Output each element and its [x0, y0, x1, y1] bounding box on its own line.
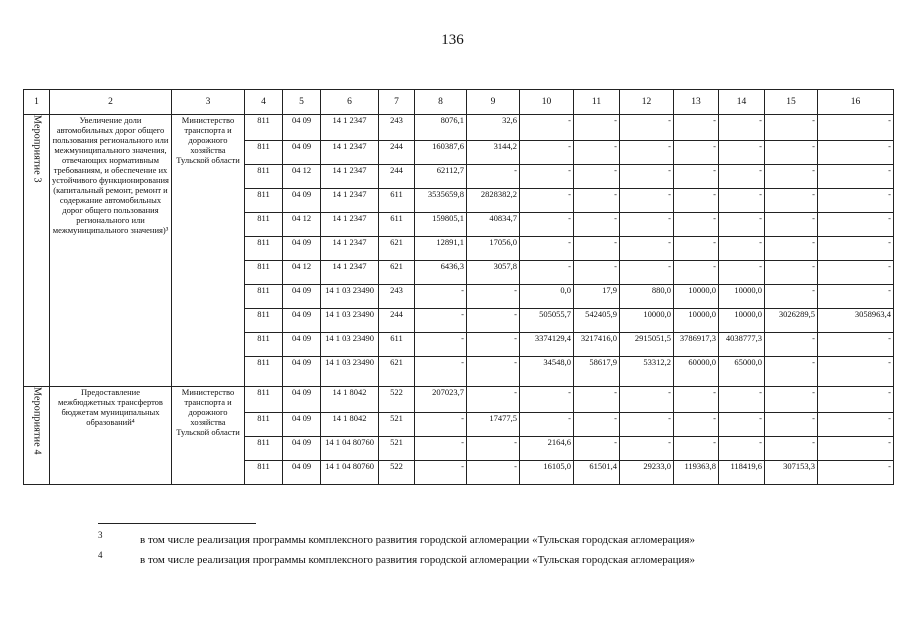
table-cell: - [467, 357, 520, 387]
table-cell: - [719, 141, 765, 165]
table-cell: - [520, 237, 574, 261]
table-cell: 522 [379, 461, 415, 485]
table-cell: 04 09 [283, 357, 321, 387]
table-cell: 53312,2 [620, 357, 674, 387]
table-cell: - [818, 213, 894, 237]
event-description: Предоставление межбюджетных трансфертов бюджетам муниципальных образований⁴ [50, 387, 172, 485]
table-cell: 3026289,5 [765, 309, 818, 333]
table-cell: - [620, 165, 674, 189]
table-cell: 10000,0 [719, 285, 765, 309]
footnote-text: в том числе реализация программы комплексного развития городской агломерации «Тульская городская агломерация» [140, 534, 695, 546]
table-cell: - [719, 189, 765, 213]
table-cell: 3374129,4 [520, 333, 574, 357]
table-cell: 0,0 [520, 285, 574, 309]
table-row [24, 115, 894, 141]
table-cell: 811 [245, 285, 283, 309]
table-cell: - [467, 309, 520, 333]
table-cell: 3217416,0 [574, 333, 620, 357]
table-cell: 17477,5 [467, 413, 520, 437]
table-cell: - [765, 189, 818, 213]
table-cell: - [574, 437, 620, 461]
table-cell: 522 [379, 387, 415, 413]
table-cell: - [520, 387, 574, 413]
table-cell: 811 [245, 387, 283, 413]
table-cell: 621 [379, 237, 415, 261]
table-cell: - [719, 437, 765, 461]
table-cell: 04 12 [283, 213, 321, 237]
table-cell: - [520, 213, 574, 237]
table-cell: - [415, 333, 467, 357]
table-cell: 243 [379, 285, 415, 309]
table-cell: - [765, 261, 818, 285]
table-cell: - [574, 237, 620, 261]
table-cell: - [620, 437, 674, 461]
page-number: 136 [441, 32, 464, 48]
table-cell: - [467, 437, 520, 461]
column-header: 5 [283, 90, 321, 115]
table-cell: - [719, 165, 765, 189]
column-header: 9 [467, 90, 520, 115]
table-cell: - [818, 285, 894, 309]
table-cell: - [520, 165, 574, 189]
table-cell: 60000,0 [674, 357, 719, 387]
table-cell: 611 [379, 333, 415, 357]
table-cell: - [574, 115, 620, 141]
table-cell: - [818, 115, 894, 141]
table-cell: - [818, 189, 894, 213]
table-cell: 32,6 [467, 115, 520, 141]
table-cell: 811 [245, 333, 283, 357]
table-cell: 2164,6 [520, 437, 574, 461]
table-cell: - [674, 413, 719, 437]
table-cell: 04 09 [283, 387, 321, 413]
table-cell: 04 09 [283, 461, 321, 485]
table-cell: 12891,1 [415, 237, 467, 261]
executor: Министерство транспорта и дорожного хозяйства Тульской области [172, 115, 245, 387]
table-cell: - [719, 261, 765, 285]
table-cell: 8076,1 [415, 115, 467, 141]
table-cell: 04 09 [283, 437, 321, 461]
table-cell: - [620, 115, 674, 141]
table-cell: 14 1 2347 [321, 189, 379, 213]
table-cell: - [674, 437, 719, 461]
table-cell: - [415, 357, 467, 387]
table-cell: 3535659,8 [415, 189, 467, 213]
table-cell: 04 09 [283, 237, 321, 261]
table-cell: - [719, 387, 765, 413]
table-cell: 243 [379, 115, 415, 141]
column-header: 12 [620, 90, 674, 115]
table-cell: - [818, 261, 894, 285]
table-cell: - [674, 237, 719, 261]
table-cell: - [674, 261, 719, 285]
table-cell: - [818, 141, 894, 165]
column-header: 1 [24, 90, 50, 115]
column-header: 11 [574, 90, 620, 115]
table-cell: - [520, 141, 574, 165]
event-description: Увеличение доли автомобильных дорог общего пользования регионального или межмуниципального значения, отвечающих нормативным требованиям, и обеспечение их устойчивого функционирования (капитальный ремонт, ремонт и содержание автомобильных дорог общего пользования регионального или межмуниципального значения)³ [50, 115, 172, 387]
table-cell: - [674, 189, 719, 213]
table-cell: - [818, 333, 894, 357]
table-cell: 207023,7 [415, 387, 467, 413]
table-cell: - [719, 115, 765, 141]
table-cell: - [818, 357, 894, 387]
table-cell: 621 [379, 261, 415, 285]
table-cell: - [765, 437, 818, 461]
table-cell: 40834,7 [467, 213, 520, 237]
column-header: 3 [172, 90, 245, 115]
table-cell: - [467, 461, 520, 485]
table-cell: 62112,7 [415, 165, 467, 189]
table-cell: 17056,0 [467, 237, 520, 261]
table-cell: 542405,9 [574, 309, 620, 333]
column-header: 6 [321, 90, 379, 115]
table-cell: 118419,6 [719, 461, 765, 485]
table-cell: 160387,6 [415, 141, 467, 165]
table-cell: 04 12 [283, 165, 321, 189]
table-cell: - [520, 413, 574, 437]
column-header: 14 [719, 90, 765, 115]
table-cell: - [467, 387, 520, 413]
table-cell: 6436,3 [415, 261, 467, 285]
table-cell: 244 [379, 141, 415, 165]
table-cell: - [520, 189, 574, 213]
column-header: 4 [245, 90, 283, 115]
table-cell: - [520, 261, 574, 285]
budget-table [23, 89, 894, 485]
table-cell: - [574, 165, 620, 189]
table-cell: - [620, 237, 674, 261]
table-cell: - [818, 165, 894, 189]
table-cell: 811 [245, 115, 283, 141]
table-cell: 04 09 [283, 141, 321, 165]
table-cell: - [467, 285, 520, 309]
table-cell: - [818, 437, 894, 461]
column-header: 16 [818, 90, 894, 115]
table-cell: 521 [379, 413, 415, 437]
table-cell: 14 1 2347 [321, 237, 379, 261]
table-cell: 14 1 2347 [321, 213, 379, 237]
table-cell: 811 [245, 165, 283, 189]
table-cell: - [620, 413, 674, 437]
table-cell: - [620, 189, 674, 213]
footnote-mark: 3 [98, 530, 103, 540]
table-cell: - [674, 141, 719, 165]
table-cell: 4038777,3 [719, 333, 765, 357]
table-cell: 14 1 8042 [321, 413, 379, 437]
table-cell: - [818, 387, 894, 413]
table-cell: - [574, 213, 620, 237]
column-header: 10 [520, 90, 574, 115]
table-cell: 17,9 [574, 285, 620, 309]
event-label-cell [24, 387, 50, 485]
table-cell: - [574, 387, 620, 413]
table-cell: - [765, 237, 818, 261]
table-cell: 04 09 [283, 115, 321, 141]
table-cell: - [674, 115, 719, 141]
table-cell: - [574, 413, 620, 437]
table-cell: - [574, 141, 620, 165]
table-cell: - [674, 213, 719, 237]
table-cell: - [765, 115, 818, 141]
table-cell: 04 09 [283, 309, 321, 333]
table-cell: - [415, 309, 467, 333]
table-cell: - [520, 115, 574, 141]
table-cell: 811 [245, 357, 283, 387]
table-cell: - [765, 333, 818, 357]
table-cell: 10000,0 [719, 309, 765, 333]
table-cell: - [574, 261, 620, 285]
table-cell: - [765, 357, 818, 387]
table-cell: 119363,8 [674, 461, 719, 485]
table-cell: 811 [245, 413, 283, 437]
table-cell: 2828382,2 [467, 189, 520, 213]
table-cell: 3058963,4 [818, 309, 894, 333]
table-cell: 244 [379, 165, 415, 189]
table-cell: 811 [245, 261, 283, 285]
table-cell: - [674, 387, 719, 413]
table-cell: 880,0 [620, 285, 674, 309]
table-cell: 3144,2 [467, 141, 520, 165]
table-cell: 811 [245, 237, 283, 261]
table-row [24, 387, 894, 413]
table-cell: 505055,7 [520, 309, 574, 333]
table-cell: 04 09 [283, 333, 321, 357]
table-cell: 14 1 04 80760 [321, 461, 379, 485]
table-cell: 16105,0 [520, 461, 574, 485]
table-cell: 244 [379, 309, 415, 333]
table-cell: 14 1 2347 [321, 261, 379, 285]
table-cell: 611 [379, 213, 415, 237]
table-cell: 34548,0 [520, 357, 574, 387]
table-cell: 04 12 [283, 261, 321, 285]
event-label: Мероприятие 4 [31, 387, 43, 455]
table-cell: - [674, 165, 719, 189]
table-cell: 159805,1 [415, 213, 467, 237]
table-cell: 811 [245, 141, 283, 165]
table-cell: 521 [379, 437, 415, 461]
footnote-text: в том числе реализация программы комплексного развития городской агломерации «Тульская городская агломерация» [140, 554, 695, 566]
table-cell: - [620, 261, 674, 285]
table-cell: - [818, 413, 894, 437]
column-header: 8 [415, 90, 467, 115]
footnote-mark: 4 [98, 550, 103, 560]
table-cell: - [415, 437, 467, 461]
table-cell: 04 09 [283, 285, 321, 309]
table-cell: - [765, 213, 818, 237]
table-cell: - [719, 237, 765, 261]
table-cell: - [765, 141, 818, 165]
table-cell: 14 1 03 23490 [321, 333, 379, 357]
table-cell: - [620, 213, 674, 237]
column-header: 13 [674, 90, 719, 115]
table-cell: 65000,0 [719, 357, 765, 387]
table-cell: - [765, 285, 818, 309]
table-cell: 61501,4 [574, 461, 620, 485]
table-cell: - [620, 387, 674, 413]
table-cell: - [818, 237, 894, 261]
table-cell: 811 [245, 309, 283, 333]
table-cell: 29233,0 [620, 461, 674, 485]
table-cell: 14 1 03 23490 [321, 285, 379, 309]
table-cell: - [467, 165, 520, 189]
table-cell: - [765, 165, 818, 189]
table-cell: 14 1 03 23490 [321, 357, 379, 387]
table-cell: 3057,8 [467, 261, 520, 285]
event-label: Мероприятие 3 [31, 115, 43, 183]
table-cell: - [574, 189, 620, 213]
table-cell: 811 [245, 437, 283, 461]
table-cell: 2915051,5 [620, 333, 674, 357]
table-cell: - [467, 333, 520, 357]
table-cell: 04 09 [283, 189, 321, 213]
header-row [24, 90, 894, 115]
table-cell: - [415, 285, 467, 309]
table-cell: 58617,9 [574, 357, 620, 387]
table-cell: 14 1 04 80760 [321, 437, 379, 461]
table-cell: - [415, 461, 467, 485]
executor: Министерство транспорта и дорожного хозяйства Тульской области [172, 387, 245, 485]
table-cell: 14 1 2347 [321, 141, 379, 165]
table-cell: - [719, 413, 765, 437]
table-cell: 811 [245, 461, 283, 485]
table-cell: 14 1 2347 [321, 115, 379, 141]
table-cell: - [719, 213, 765, 237]
table-cell: - [765, 413, 818, 437]
column-header: 15 [765, 90, 818, 115]
table-cell: - [620, 141, 674, 165]
table-cell: 10000,0 [674, 285, 719, 309]
table-cell: - [765, 387, 818, 413]
table-cell: 3786917,3 [674, 333, 719, 357]
table-cell: 621 [379, 357, 415, 387]
table-cell: 307153,3 [765, 461, 818, 485]
table-cell: 14 1 2347 [321, 165, 379, 189]
footnote-separator [98, 523, 256, 524]
column-header: 2 [50, 90, 172, 115]
event-label-cell [24, 115, 50, 387]
table-cell: 04 09 [283, 413, 321, 437]
table-cell: 10000,0 [674, 309, 719, 333]
table-cell: 811 [245, 189, 283, 213]
table-cell: - [818, 461, 894, 485]
table-cell: 811 [245, 213, 283, 237]
table-cell: 14 1 8042 [321, 387, 379, 413]
table-cell: - [415, 413, 467, 437]
table-cell: 611 [379, 189, 415, 213]
table-cell: 14 1 03 23490 [321, 309, 379, 333]
column-header: 7 [379, 90, 415, 115]
table-cell: 10000,0 [620, 309, 674, 333]
